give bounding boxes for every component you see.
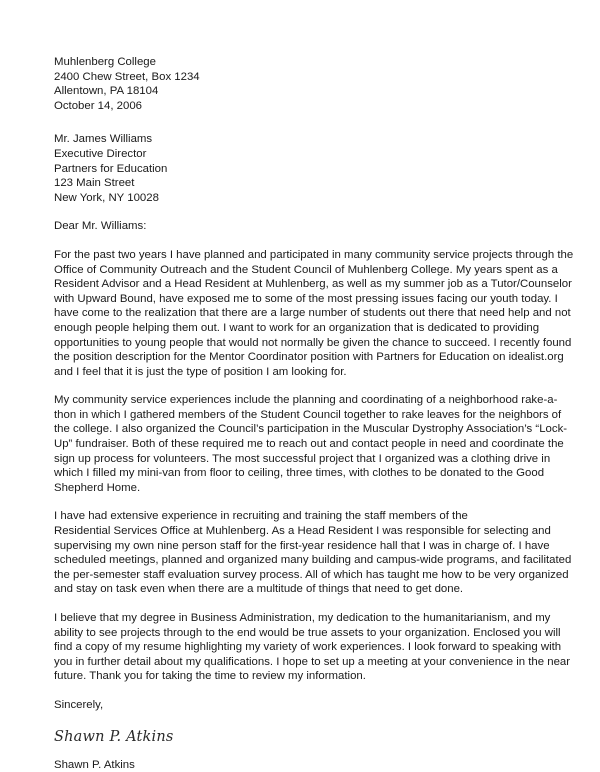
paragraph-line: opportunities to young people that would not normally be given the chance to succeed. I recently found	[54, 336, 572, 349]
body-paragraph	[54, 509, 572, 597]
recipient-line: Executive Director	[54, 147, 147, 160]
body-paragraph	[54, 248, 574, 379]
letter-date: October 14, 2006	[54, 99, 143, 112]
paragraph-line: and stay on task even when there are a multitude of things that need to get done.	[54, 583, 464, 596]
paragraph-line: Resident Advisor and a Head Resident at Muhlenberg, as well as my summer job as a Tutor/Counselor	[54, 278, 572, 291]
paragraph-line: future. Thank you for taking the time to review my information.	[54, 670, 366, 683]
paragraph-line: you in further detail about my qualifications. I hope to set up a meeting at your convenience in the near	[54, 655, 571, 668]
recipient-address	[54, 132, 554, 205]
sender-line: Muhlenberg College	[54, 56, 156, 68]
paragraph-line: and I feel that it is just the type of position I am looking for.	[54, 365, 347, 378]
paragraph-line: ability to see projects through to the end would be true assets to your organization. Enclosed you will	[54, 626, 561, 639]
paragraph-line: the per-semester staff evaluation survey process. All of which has taught me how to be very organized	[54, 568, 569, 581]
paragraph-line: I believe that my degree in Business Administration, my dedication to the humanitarianism, and my	[54, 612, 551, 624]
paragraph-line: scheduled meetings, planned and organized many building and campus-wide programs, and facilitated	[54, 554, 572, 567]
paragraph-line: Office of Community Outreach and the Student Council of Muhlenberg College. My years spent as a	[54, 263, 558, 276]
paragraph-line: which I filled my mini-van from floor to ceiling, three times, with clothes to be donated to the Good	[54, 467, 545, 480]
paragraph-line: My community service experiences include the planning and coordinating of a neighborhood rake-a-	[54, 394, 558, 407]
salutation	[54, 219, 554, 234]
recipient-line: Mr. James Williams	[54, 133, 153, 146]
paragraph-line: with Upward Bound, have exposed me to some of the most pressing issues facing our youth today. I	[54, 292, 558, 305]
paragraph-line: have come to the realization that there are a large number of students out there that need help and not	[54, 307, 571, 320]
paragraph-line: I have had extensive experience in recruiting and training the staff members of the	[54, 510, 468, 523]
closing-text: Sincerely,	[54, 698, 104, 711]
typed-name-text: Shawn P. Atkins	[54, 758, 135, 771]
paragraph-line: enough people helping them out. I want to work for an organization that is dedicated to providing	[54, 321, 540, 334]
paragraph-line: supervising my own nine person staff for the first-year residence hall that I was in charge of. I have	[54, 539, 550, 552]
body-paragraph	[54, 611, 571, 684]
paragraph-line: find a copy of my resume highlighting my variety of work experiences. I look forward to speaking with	[54, 641, 562, 654]
recipient-line: 123 Main Street	[54, 177, 135, 190]
paragraph-line: Up” fundraiser. Both of these required me to reach out and contact people in need and coordinate the	[54, 438, 564, 451]
cover-letter	[54, 55, 574, 772]
paragraph-line: thon in which I gathered members of the Student Council together to rake leaves for the neighbors of	[54, 408, 562, 421]
paragraph-line: Residential Services Office at Muhlenberg. As a Head Resident I was responsible for selecting and	[54, 525, 551, 538]
closing	[54, 698, 554, 713]
recipient-line: New York, NY 10028	[54, 191, 159, 204]
sender-line: 2400 Chew Street, Box 1234	[54, 70, 200, 83]
typed-name	[54, 758, 554, 772]
sender-line: Allentown, PA 18104	[54, 85, 159, 98]
recipient-line: Partners for Education	[54, 162, 168, 175]
salutation-text: Dear Mr. Williams:	[54, 220, 147, 233]
paragraph-line: For the past two years I have planned and participated in many community service projects through the	[54, 248, 574, 261]
paragraph-line: the college. I also organized the Council’s participation in the Muscular Dystrophy Association’s “Lock-	[54, 423, 568, 436]
paragraph-line: the position description for the Mentor Coordinator position with Partners for Education on idealist.org	[54, 351, 564, 364]
sender-address	[54, 55, 554, 113]
handwritten-signature: Shawn P. Atkins	[54, 728, 174, 745]
body-paragraph	[54, 393, 568, 495]
paragraph-line: Shepherd Home.	[54, 481, 141, 494]
paragraph-line: sign up process for volunteers. The most successful project that I organized was a clothing drive in	[54, 452, 551, 465]
